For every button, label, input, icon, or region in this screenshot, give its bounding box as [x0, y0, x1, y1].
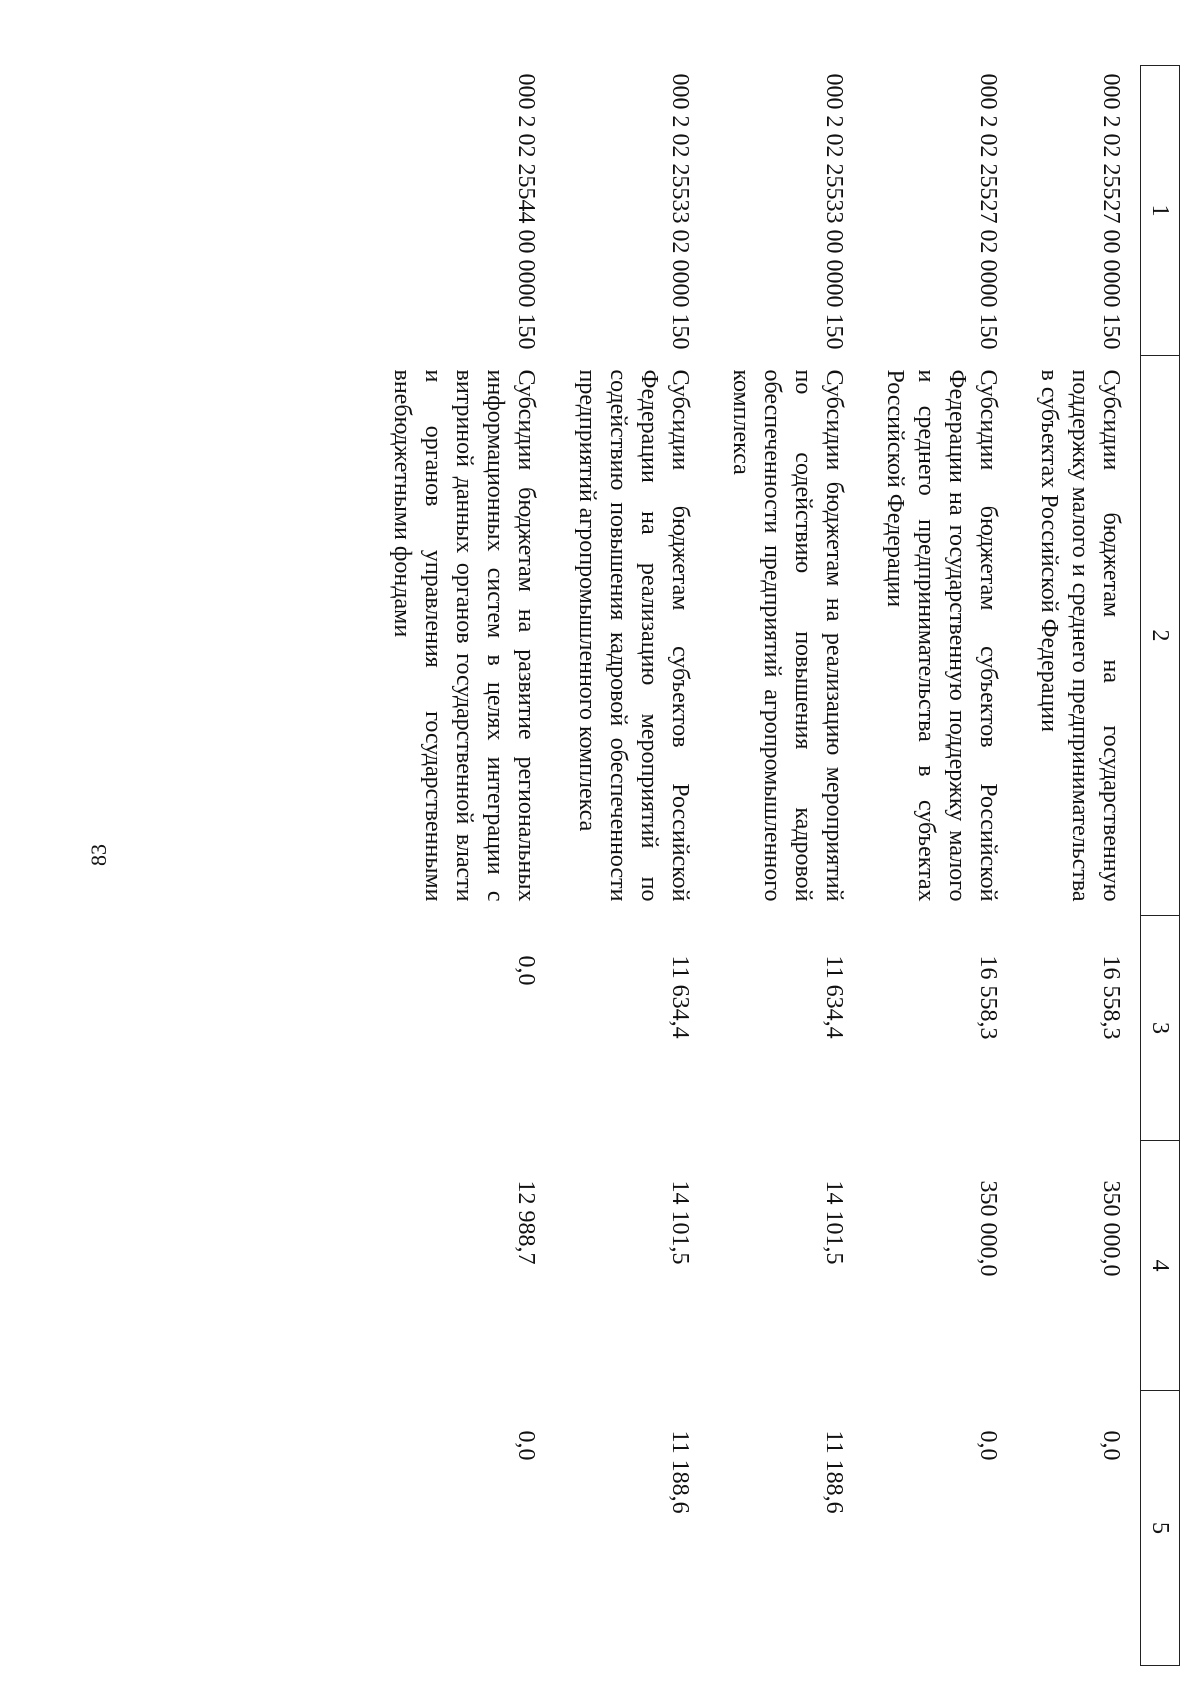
budget-code: 000 2 02 25533 00 0000 150 — [821, 73, 847, 350]
value-col4: 14 101,5 — [667, 1180, 693, 1265]
column-header-3: 3 — [1141, 916, 1180, 1141]
column-header-5: 5 — [1141, 1391, 1180, 1666]
value-col5: 0,0 — [975, 1430, 1001, 1461]
row-description: Субсидии бюджетам на государственную поддержку малого и среднего предпринимательства в субъектах Российской Федерации — [1036, 369, 1124, 902]
value-col3: 16 558,3 — [1098, 955, 1124, 1040]
column-header-2: 2 — [1141, 356, 1180, 916]
value-col3: 11 634,4 — [821, 955, 847, 1039]
value-col3: 11 634,4 — [667, 955, 693, 1039]
row-description: Субсидии бюджетам на развитие региональных информационных систем в целях интеграции с витриной данных органов государственной власти и органов управления государственными внебюджетными фондами — [389, 369, 539, 902]
table-row — [863, 66, 1017, 1666]
value-col5: 11 188,6 — [821, 1430, 847, 1514]
value-col3: 16 558,3 — [975, 955, 1001, 1040]
column-header-1: 1 — [1141, 66, 1180, 356]
table-row — [1017, 66, 1141, 1666]
budget-table — [370, 65, 1180, 1666]
value-col4: 12 988,7 — [513, 1180, 539, 1265]
value-col5: 0,0 — [1098, 1430, 1124, 1461]
value-col4: 14 101,5 — [821, 1180, 847, 1265]
table-row — [370, 66, 555, 1666]
value-col5: 11 188,6 — [667, 1430, 693, 1514]
page-number: 83 — [86, 844, 111, 866]
value-col3: 0,0 — [513, 955, 539, 986]
rotated-table-container — [140, 65, 1180, 1665]
row-description: Субсидии бюджетам субъектов Российской Федерации на государственную поддержку малого и среднего предпринимательства в субъектах Российской Федерации — [882, 369, 1001, 902]
row-description: Субсидии бюджетам на реализацию мероприятий по содействию повышения кадровой обеспеченности предприятий агропромышленного комплекса — [728, 369, 847, 902]
table-row — [555, 66, 709, 1666]
row-description: Субсидии бюджетам субъектов Российской Федерации на реализацию мероприятий по содействию повышения кадровой обеспеченности предприятий агропромышленного комплекса — [574, 369, 693, 902]
table-header-row — [1141, 66, 1180, 1666]
value-col4: 350 000,0 — [975, 1180, 1001, 1277]
budget-code: 000 2 02 25527 02 0000 150 — [975, 73, 1001, 350]
budget-code: 000 2 02 25527 00 0000 150 — [1098, 73, 1124, 350]
value-col4: 350 000,0 — [1098, 1180, 1124, 1277]
table-row — [709, 66, 863, 1666]
budget-code: 000 2 02 25533 02 0000 150 — [667, 73, 693, 350]
column-header-4: 4 — [1141, 1141, 1180, 1391]
budget-code: 000 2 02 25544 00 0000 150 — [513, 73, 539, 350]
value-col5: 0,0 — [513, 1430, 539, 1461]
